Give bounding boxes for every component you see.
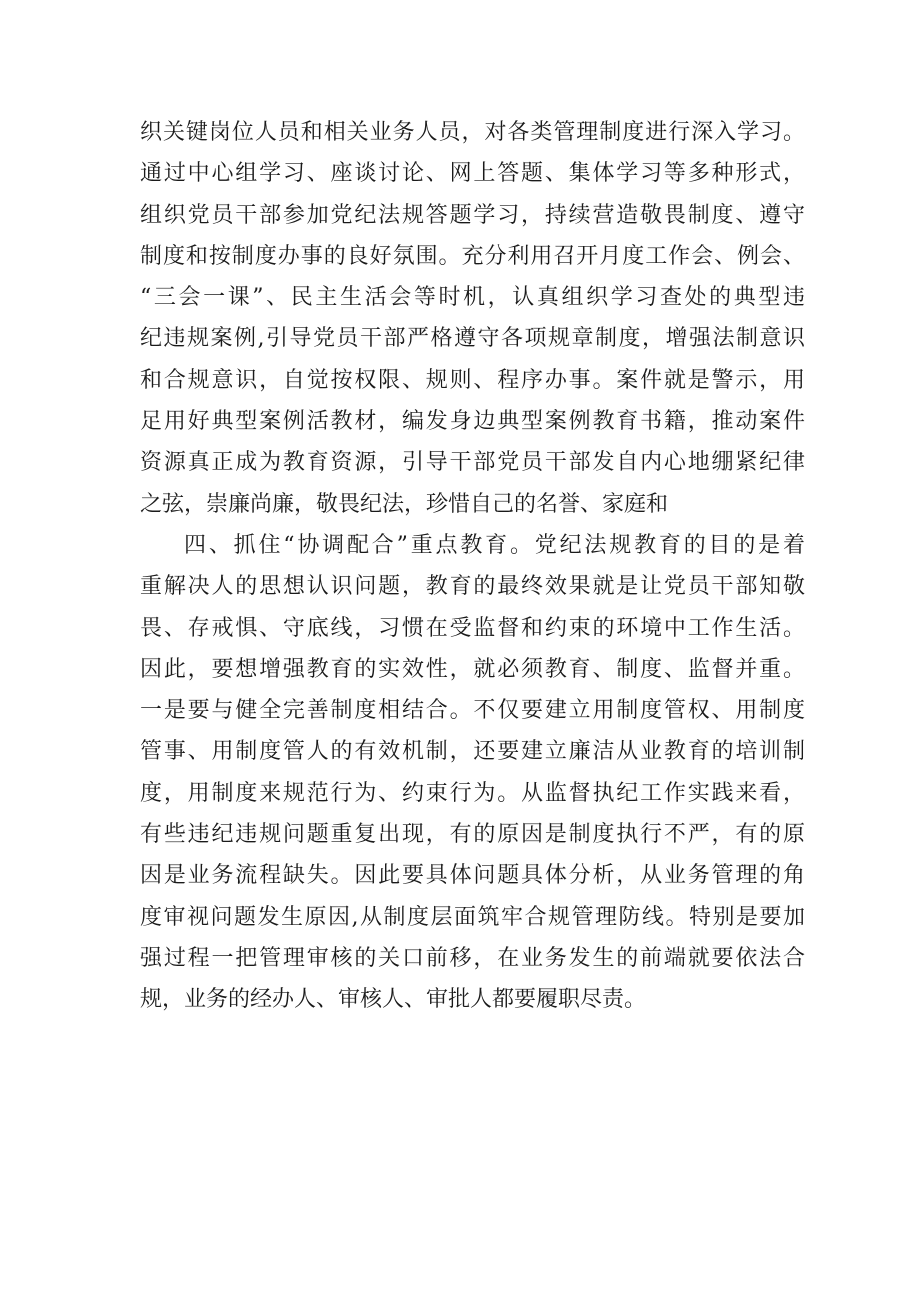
text-line: 重解决人的思想认识问题，教育的最终效果就是让党员干部知敬	[140, 574, 805, 600]
text-line: 度审视问题发生原因,从制度层面筑牢合规管理防线。特别是要加	[140, 904, 805, 930]
paragraph-1	[140, 112, 805, 525]
text-line: 管事、用制度管人的有效机制，还要建立廉洁从业教育的培训制	[140, 739, 805, 765]
text-line: 资源真正成为教育资源，引导干部党员干部发自内心地绷紧纪律	[140, 450, 805, 476]
paragraph-2	[140, 525, 805, 1021]
text-line: 强过程一把管理审核的关口前移，在业务发生的前端就要依法合	[140, 945, 805, 971]
text-line: 一是要与健全完善制度相结合。不仅要建立用制度管权、用制度	[140, 698, 805, 724]
text-line: 之弦，崇廉尚廉，敬畏纪法，珍惜自己的名誉、家庭和	[140, 491, 669, 517]
text-line: 通过中心组学习、座谈讨论、网上答题、集体学习等多种形式，	[140, 161, 805, 187]
text-line: 四、抓住“协调配合”重点教育。党纪法规教育的目的是着	[184, 532, 805, 558]
text-line: 规，业务的经办人、审核人、审批人都要履职尽责。	[140, 987, 647, 1013]
text-line: “三会一课”、民主生活会等时机，认真组织学习查处的典型违	[140, 285, 805, 311]
text-line: 因是业务流程缺失。因此要具体问题具体分析，从业务管理的角	[140, 863, 805, 889]
document-body	[140, 112, 805, 1021]
text-line: 因此，要想增强教育的实效性，就必须教育、制度、监督并重。	[140, 656, 805, 682]
text-line: 组织党员干部参加党纪法规答题学习，持续营造敬畏制度、遵守	[140, 202, 805, 228]
text-line: 有些违纪违规问题重复出现，有的原因是制度执行不严，有的原	[140, 822, 805, 848]
text-line: 和合规意识，自觉按权限、规则、程序办事。案件就是警示，用	[140, 367, 805, 393]
text-line: 制度和按制度办事的良好氛围。充分利用召开月度工作会、例会、	[140, 243, 805, 269]
text-line: 畏、存戒惧、守底线，习惯在受监督和约束的环境中工作生活。	[140, 615, 805, 641]
text-line: 度，用制度来规范行为、约束行为。从监督执纪工作实践来看，	[140, 780, 805, 806]
text-line: 织关键岗位人员和相关业务人员，对各类管理制度进行深入学习。	[140, 120, 805, 145]
text-line: 足用好典型案例活教材，编发身边典型案例教育书籍，推动案件	[140, 409, 805, 435]
text-line: 纪违规案例,引导党员干部严格遵守各项规章制度，增强法制意识	[140, 326, 805, 352]
